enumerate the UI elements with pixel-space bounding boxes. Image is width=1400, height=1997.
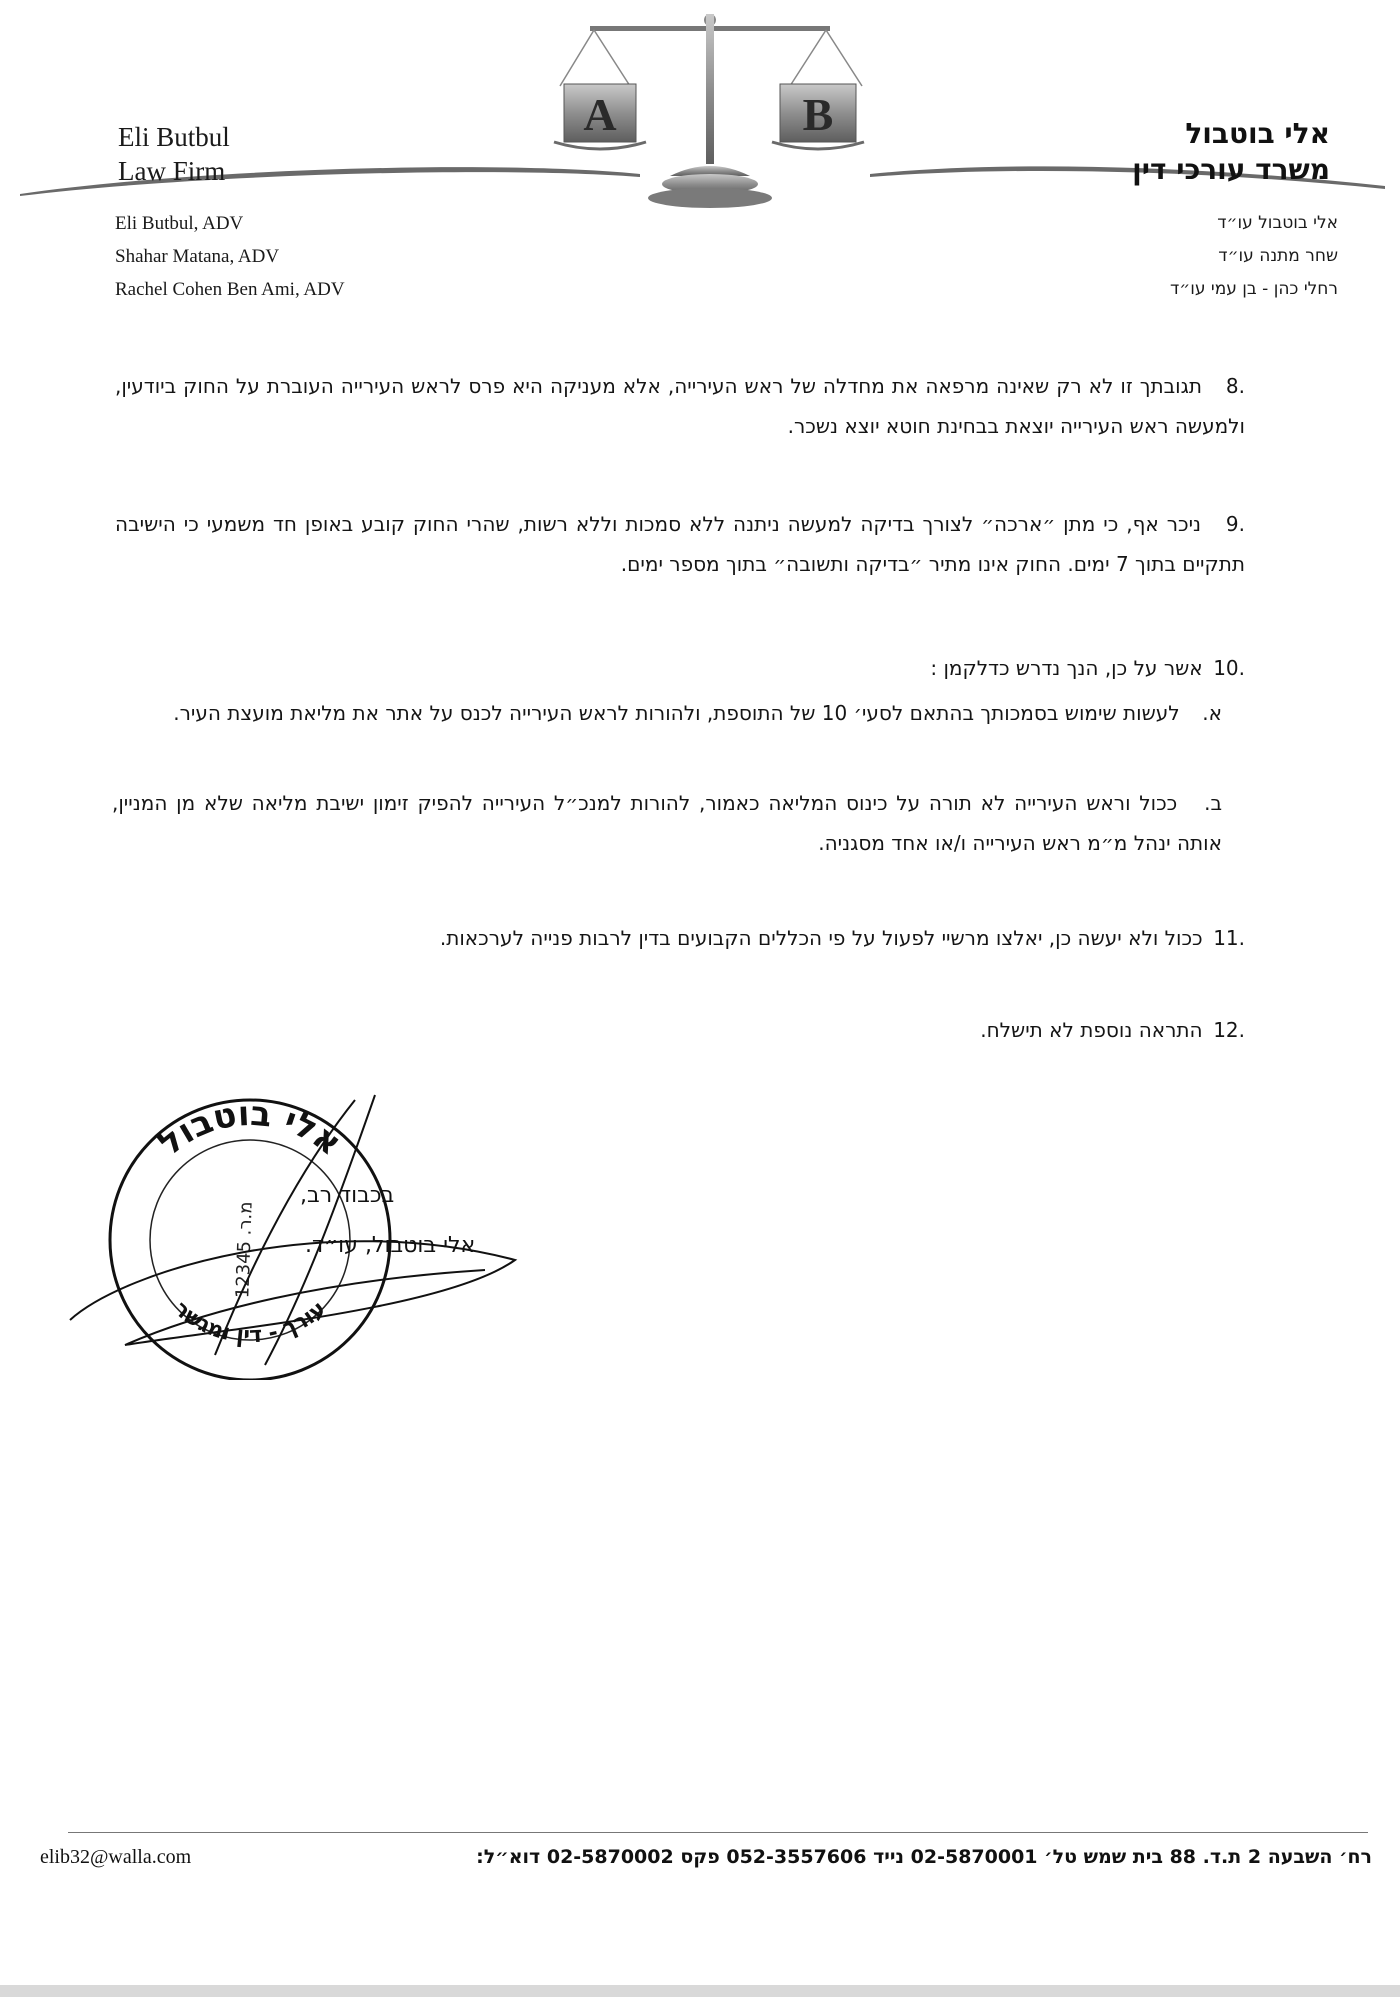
- firm-name-he: אלי בוטבול: [1185, 117, 1330, 150]
- signature-closing: בכבוד רב,: [300, 1183, 395, 1208]
- paragraph-11: [115, 918, 1245, 958]
- lawyer-stamp-signature: [65, 1090, 535, 1380]
- paragraph-text: אשר על כן, הנך נדרש כדלקמן :: [930, 656, 1203, 680]
- footer-email[interactable]: elib32@walla.com: [40, 1846, 192, 1868]
- svg-text:אלי בוטבול: [151, 1094, 349, 1164]
- paragraph-text: לעשות שימוש בסמכותך בהתאם לסעי׳ 10 של התוספת, ולהורות לראש העירייה לכנס על אתר את מליאת מועצת העיר.: [173, 701, 1180, 725]
- paragraph-10-a: [112, 693, 1222, 733]
- paragraph-10: [115, 648, 1245, 688]
- firm-subtitle-he: משרד עורכי דין: [1132, 153, 1330, 186]
- firm-name-english: [118, 120, 230, 188]
- lawyer-name-he: שחר מתנה עו״ד: [1218, 246, 1338, 266]
- lawyers-list-hebrew: [1170, 207, 1338, 306]
- lawyers-list-english: [115, 207, 345, 306]
- footer-divider: [68, 1832, 1368, 1833]
- paragraph-text: ככול ולא יעשה כן, יאלצו מרשיי לפעול על פי הכללים הקבועים בדין לרבות פנייה לערכאות.: [439, 926, 1203, 950]
- paragraph-text: ניכר אף, כי מתן ״ארכה״ לצורך בדיקה למעשה ניתנה ללא סמכות וללא רשות, שהרי החוק קובע באופן חד משמעי כי הישיבה תתקיים בתוך 7 ימים. החוק אינו מתיר ״בדיקה ותשובה״ בתוך מספר ימים.: [115, 512, 1245, 576]
- paragraph-text: התראה נוספת לא תישלח.: [980, 1018, 1203, 1042]
- stamp-bottom-text: עורך - דין ומגשר: [168, 1296, 332, 1349]
- firm-name-hebrew: [1132, 116, 1330, 188]
- paragraph-text: ככול וראש העירייה לא תורה על כינוס המליאה כאמור, להורות למנכ״ל העירייה להפיק זימון ישיבת מליאה שלא מן המניין, אותה ינהל מ״מ ראש העירייה ו/או אחד מסגניה.: [112, 791, 1222, 855]
- lawyer-name-he: רחלי כהן - בן עמי עו״ד: [1169, 279, 1338, 299]
- stamp-top-text: אלי בוטבול: [150, 1093, 349, 1164]
- paragraph-number: .10: [1213, 656, 1245, 680]
- lawyer-name: Eli Butbul, ADV: [115, 213, 244, 234]
- signature-name: אלי בוטבול, עו״ד.: [305, 1233, 476, 1258]
- paragraph-number: .12: [1213, 1018, 1245, 1042]
- paragraph-text: תגובתך זו לא רק שאינה מרפאה את מחדלה של ראש העירייה, אלא מעניקה היא פרס לראש העירייה העוברת על החוק ביודעין, ולמעשה ראש העירייה יוצאת בבחינת חוטא יוצא נשכר.: [115, 374, 1245, 438]
- paragraph-number: .11: [1213, 926, 1245, 950]
- stamp-center-text: מ.ר. 12345: [232, 1201, 257, 1299]
- scales-of-justice-logo: [550, 6, 870, 216]
- paragraph-number: .8: [1225, 374, 1246, 398]
- footer-contact-details: רח׳ השבעה 2 ת.ד. 88 בית שמש טל׳ 02-5870001 נייד 052-3557606 פקס 02-5870002 דוא״ל:: [476, 1846, 1372, 1868]
- logo-letter-a: A: [583, 89, 617, 140]
- lawyer-name-he: אלי בוטבול עו״ד: [1217, 213, 1338, 233]
- paragraph-number: .9: [1225, 512, 1246, 536]
- paragraph-number: א.: [1202, 701, 1222, 725]
- logo-letter-b: B: [802, 89, 834, 140]
- paragraph-8: [115, 366, 1245, 446]
- lawyer-name: Shahar Matana, ADV: [115, 246, 280, 267]
- paragraph-10-b: [112, 783, 1222, 863]
- lawyer-name: Rachel Cohen Ben Ami, ADV: [115, 279, 345, 300]
- page-bottom-edge: [0, 1985, 1400, 1997]
- firm-name: Eli Butbul: [118, 122, 230, 152]
- paragraph-9: [115, 504, 1245, 584]
- firm-subtitle: Law Firm: [118, 156, 226, 186]
- paragraph-number: ב.: [1204, 791, 1223, 815]
- paragraph-12: [115, 1010, 1245, 1050]
